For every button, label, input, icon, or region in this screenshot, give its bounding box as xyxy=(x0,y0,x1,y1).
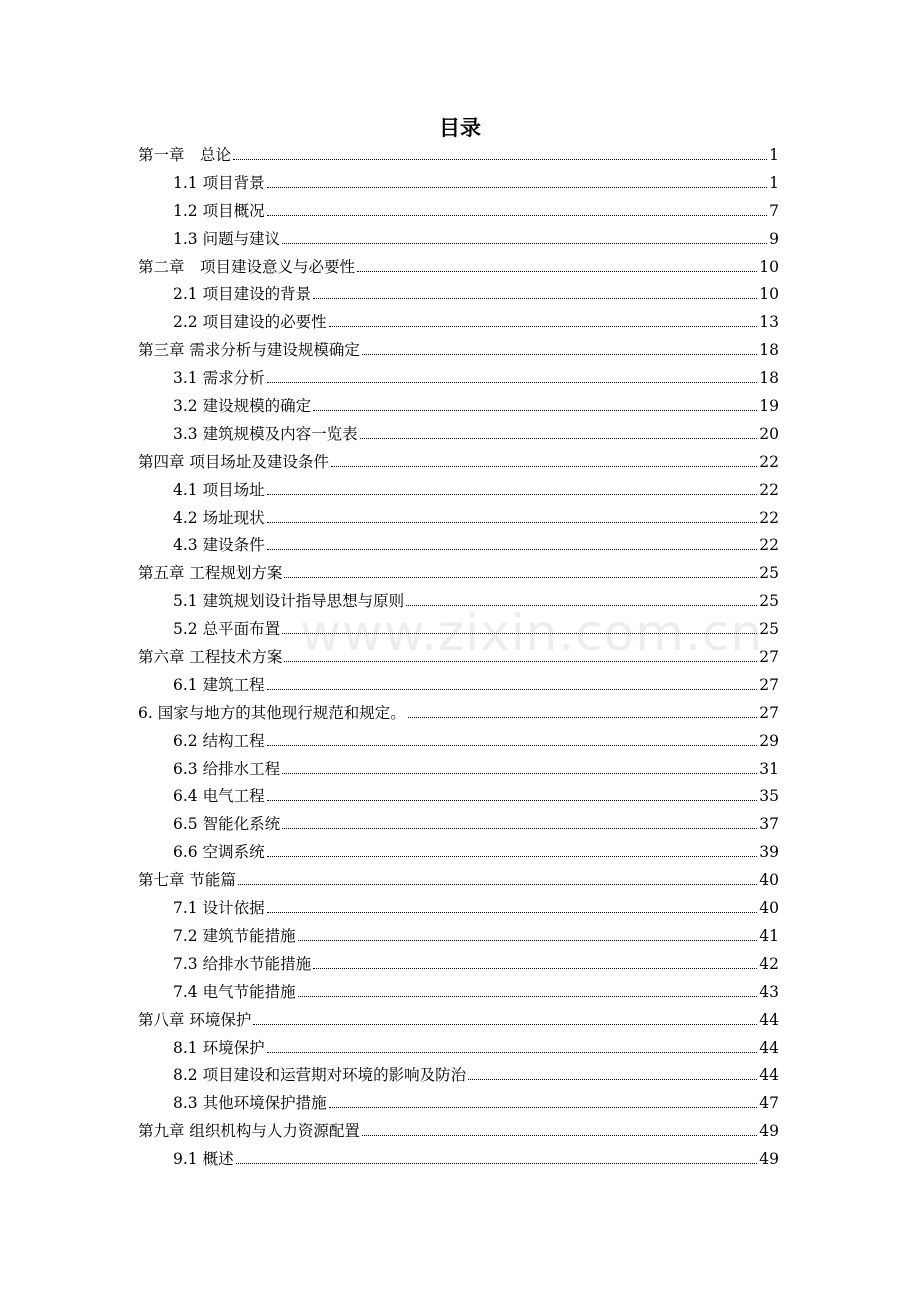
toc-chapter-entry[interactable] xyxy=(138,337,779,365)
toc-section-entry[interactable] xyxy=(138,281,779,309)
toc-dot-leader xyxy=(406,605,757,606)
toc-page-number: 1 xyxy=(769,173,779,192)
toc-page-number: 18 xyxy=(759,341,779,360)
toc-dot-leader xyxy=(236,1163,758,1164)
toc-section-entry[interactable] xyxy=(138,309,779,337)
toc-dot-leader xyxy=(408,717,758,718)
toc-page-number: 49 xyxy=(759,1122,779,1141)
toc-page-number: 35 xyxy=(759,787,779,806)
toc-page-number: 22 xyxy=(759,508,779,527)
toc-section-entry[interactable] xyxy=(138,616,779,644)
toc-dot-leader xyxy=(267,689,758,690)
toc-section-entry[interactable] xyxy=(138,505,779,533)
toc-dot-leader xyxy=(282,243,767,244)
toc-entry-label: 6.6 空调系统 xyxy=(173,843,265,862)
toc-page-number: 7 xyxy=(769,201,779,220)
toc-entry-label: 8.3 其他环境保护措施 xyxy=(173,1094,327,1113)
toc-page-number: 27 xyxy=(759,675,779,694)
toc-section-entry[interactable] xyxy=(138,198,779,226)
toc-section-entry[interactable] xyxy=(138,783,779,811)
toc-page-number: 1 xyxy=(769,146,779,164)
toc-section-entry[interactable] xyxy=(138,588,779,616)
toc-dot-leader xyxy=(360,438,758,439)
toc-dot-leader xyxy=(267,800,758,801)
toc-dot-leader xyxy=(468,1079,757,1080)
toc-page-number: 27 xyxy=(759,703,779,722)
toc-section-entry[interactable] xyxy=(138,951,779,979)
toc-page-number: 39 xyxy=(759,843,779,862)
toc-dot-leader xyxy=(267,549,758,550)
toc-page-number: 18 xyxy=(759,369,779,388)
toc-page-number: 22 xyxy=(759,480,779,499)
toc-page-number: 44 xyxy=(759,1010,779,1029)
toc-entry-label: 4.2 场址现状 xyxy=(173,508,265,527)
toc-dot-leader xyxy=(282,828,757,829)
toc-page-number: 40 xyxy=(759,871,779,890)
toc-entry-label: 6.5 智能化系统 xyxy=(173,815,281,834)
toc-section-entry[interactable] xyxy=(138,1062,779,1090)
page-title: 目录 xyxy=(439,116,481,140)
toc-dot-leader xyxy=(267,215,768,216)
toc-entry-label: 第二章 项目建设意义与必要性 xyxy=(138,257,356,276)
toc-page-number: 44 xyxy=(759,1038,779,1057)
toc-dot-leader xyxy=(267,494,758,495)
toc-entry-label: 4.3 建设条件 xyxy=(173,536,265,555)
toc-entry-label: 2.2 项目建设的必要性 xyxy=(173,313,327,332)
toc-chapter-entry[interactable] xyxy=(138,254,779,282)
toc-page-number: 20 xyxy=(759,424,779,443)
toc-entry-label: 第一章 总论 xyxy=(138,146,232,164)
toc-page-number: 25 xyxy=(759,564,779,583)
toc-entry-label: 8.1 环境保护 xyxy=(173,1038,265,1057)
toc-entry-label: 3.1 需求分析 xyxy=(173,369,265,388)
toc-entry-label: 9.1 概述 xyxy=(173,1150,234,1169)
toc-dot-leader xyxy=(313,410,757,411)
toc-page-number: 29 xyxy=(759,731,779,750)
toc-entry-label: 3.2 建设规模的确定 xyxy=(173,397,312,416)
toc-entry-label: 1.2 项目概况 xyxy=(173,201,265,220)
toc-page-number: 43 xyxy=(759,982,779,1001)
toc-dot-leader xyxy=(313,968,757,969)
toc-entry-label: 第四章 项目场址及建设条件 xyxy=(138,452,329,471)
toc-chapter-entry[interactable] xyxy=(138,1118,779,1146)
toc-entry-label: 7.3 给排水节能措施 xyxy=(173,954,312,973)
toc-entry-label: 第九章 组织机构与人力资源配置 xyxy=(138,1122,360,1141)
toc-dot-leader xyxy=(267,745,758,746)
toc-page-number: 22 xyxy=(759,536,779,555)
toc-chapter-entry[interactable] xyxy=(138,1007,779,1035)
toc-dot-leader xyxy=(267,1052,758,1053)
toc-section-entry[interactable] xyxy=(138,170,779,198)
toc-dot-leader xyxy=(331,466,757,467)
toc-chapter-entry[interactable] xyxy=(138,644,779,672)
toc-section-entry[interactable] xyxy=(138,477,779,505)
watermark: www.zixin.com.cn xyxy=(300,604,764,662)
toc-entry-label: 6. 国家与地方的其他现行规范和规定。 xyxy=(138,703,406,722)
toc-dot-leader xyxy=(282,633,757,634)
toc-page-number: 44 xyxy=(759,1066,779,1085)
toc-section-entry[interactable] xyxy=(138,421,779,449)
toc-entry-label: 7.2 建筑节能措施 xyxy=(173,926,296,945)
toc-entry-label: 第八章 环境保护 xyxy=(138,1010,252,1029)
toc-section-entry[interactable] xyxy=(138,365,779,393)
toc-chapter-entry[interactable] xyxy=(138,560,779,588)
toc-dot-leader xyxy=(267,382,758,383)
toc-section-entry[interactable] xyxy=(138,839,779,867)
toc-chapter-entry[interactable] xyxy=(138,867,779,895)
toc-page-number: 40 xyxy=(759,899,779,918)
toc-dot-leader xyxy=(238,884,757,885)
toc-dot-leader xyxy=(267,912,758,913)
toc-dot-leader xyxy=(282,773,757,774)
toc-dot-leader xyxy=(284,661,757,662)
toc-chapter-entry[interactable] xyxy=(138,449,779,477)
toc-entry-label: 6.3 给排水工程 xyxy=(173,759,281,778)
toc-page-number: 31 xyxy=(759,759,779,778)
toc-entry-label: 4.1 项目场址 xyxy=(173,480,265,499)
toc-dot-leader xyxy=(329,1107,758,1108)
toc-page-number: 10 xyxy=(759,285,779,304)
toc-page-number: 42 xyxy=(759,954,779,973)
toc-dot-leader xyxy=(267,522,758,523)
toc-entry-label: 6.4 电气工程 xyxy=(173,787,265,806)
toc-entry-label: 7.1 设计依据 xyxy=(173,899,265,918)
toc-dot-leader xyxy=(329,326,758,327)
toc-entry-label: 7.4 电气节能措施 xyxy=(173,982,296,1001)
toc-page-number: 19 xyxy=(759,397,779,416)
toc-section-entry[interactable] xyxy=(138,811,779,839)
toc-entry-label: 5.2 总平面布置 xyxy=(173,620,281,639)
toc-section-entry[interactable] xyxy=(138,226,779,254)
toc-dot-leader xyxy=(362,354,757,355)
toc-page-number: 13 xyxy=(759,313,779,332)
toc-page-number: 49 xyxy=(759,1150,779,1169)
toc-page-number: 22 xyxy=(759,452,779,471)
toc-entry-label: 第五章 工程规划方案 xyxy=(138,564,283,583)
toc-entry-label: 6.2 结构工程 xyxy=(173,731,265,750)
toc-page-number: 25 xyxy=(759,620,779,639)
toc-section-entry[interactable] xyxy=(138,532,779,560)
toc-section-entry[interactable] xyxy=(138,728,779,756)
toc-section-entry[interactable] xyxy=(138,979,779,1007)
toc-section-entry[interactable] xyxy=(138,1090,779,1118)
toc-dot-leader xyxy=(233,159,767,160)
toc-dot-leader xyxy=(298,996,758,997)
toc-entry-label: 第六章 工程技术方案 xyxy=(138,648,283,667)
toc-page-number: 10 xyxy=(759,257,779,276)
toc-page-number: 25 xyxy=(759,592,779,611)
toc-page-number: 47 xyxy=(759,1094,779,1113)
toc-section-entry[interactable] xyxy=(138,923,779,951)
toc-entry-label: 第七章 节能篇 xyxy=(138,871,236,890)
toc-entry-label: 2.1 项目建设的背景 xyxy=(173,285,312,304)
toc-page-number: 9 xyxy=(769,229,779,248)
toc-entry-label: 1.3 问题与建议 xyxy=(173,229,281,248)
toc-section-entry[interactable] xyxy=(138,672,779,700)
toc-dot-leader xyxy=(284,577,757,578)
toc-dot-leader xyxy=(357,271,757,272)
toc-page-number: 27 xyxy=(759,648,779,667)
toc-section-entry[interactable] xyxy=(138,1035,779,1063)
toc-dot-leader xyxy=(267,187,768,188)
toc-entry-label: 3.3 建筑规模及内容一览表 xyxy=(173,424,358,443)
toc-section-entry[interactable] xyxy=(138,1146,779,1174)
toc-section-entry[interactable] xyxy=(138,756,779,784)
toc-entry-label: 8.2 项目建设和运营期对环境的影响及防治 xyxy=(173,1066,467,1085)
toc-entry-label: 5.1 建筑规划设计指导思想与原则 xyxy=(173,592,405,611)
toc-page-number: 41 xyxy=(759,926,779,945)
toc-entry-label: 1.1 项目背景 xyxy=(173,173,265,192)
toc-page-number: 37 xyxy=(759,815,779,834)
toc-entry-label: 6.1 建筑工程 xyxy=(173,675,265,694)
toc-dot-leader xyxy=(362,1135,757,1136)
toc-dot-leader xyxy=(253,1024,757,1025)
toc-section-entry[interactable] xyxy=(138,393,779,421)
toc-chapter-entry[interactable] xyxy=(138,700,779,728)
toc-dot-leader xyxy=(313,298,757,299)
table-of-contents xyxy=(138,142,779,1174)
toc-chapter-entry[interactable] xyxy=(138,142,779,170)
toc-dot-leader xyxy=(267,856,758,857)
toc-entry-label: 第三章 需求分析与建设规模确定 xyxy=(138,341,360,360)
toc-section-entry[interactable] xyxy=(138,895,779,923)
toc-dot-leader xyxy=(298,940,758,941)
